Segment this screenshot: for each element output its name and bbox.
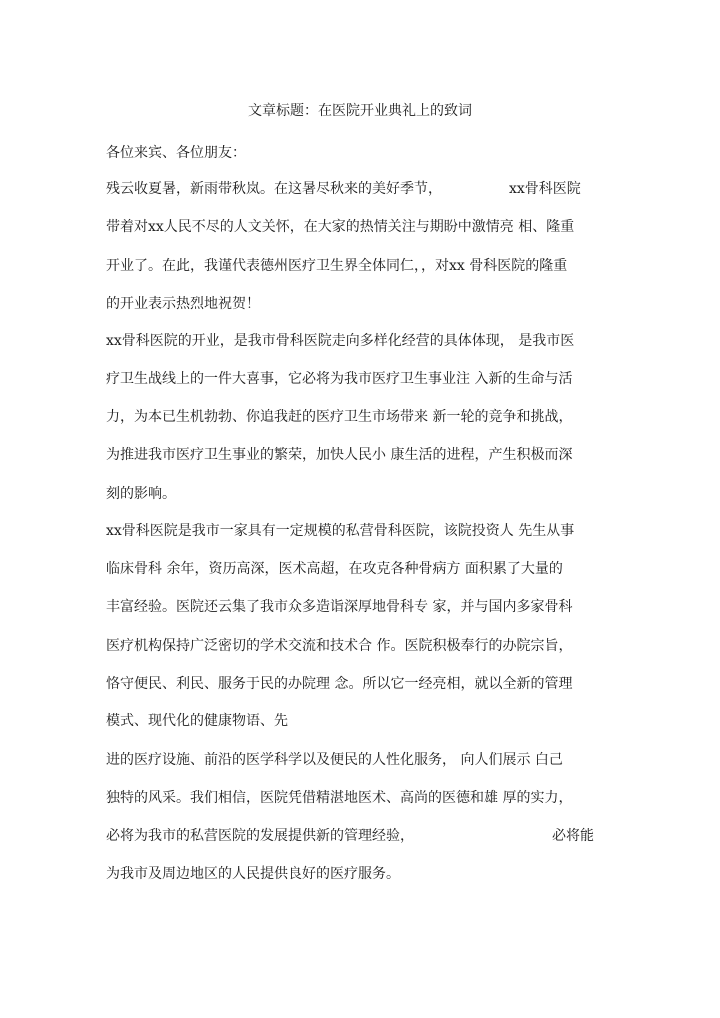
paragraph-3-line-2: 临床骨科 余年，资历高深，医术高超，在攻克各种骨病方 面积累了大量的 xyxy=(106,561,563,577)
line-text: 残云收夏暑，新雨带秋岚。在这暑尽秋来的美好季节， xyxy=(106,181,442,197)
paragraph-2-line-3: 力，为本已生机勃勃、你追我赶的医疗卫生市场带来 新一轮的竞争和挑战， xyxy=(106,409,573,425)
paragraph-4-line-2: 独特的风采。我们相信，医院凭借精湛地医术、高尚的医德和雄 厚的实力， xyxy=(106,790,573,806)
line-text: xx骨科医院 xyxy=(509,181,581,197)
paragraph-2-line-4: 为推进我市医疗卫生事业的繁荣，加快人民小 康生活的进程，产生积极而深 xyxy=(106,447,573,463)
paragraph-2-line-1: xx骨科医院的开业，是我市骨科医院走向多样化经营的具体体现， 是我市医 xyxy=(106,333,575,349)
paragraph-3-line-4: 医疗机构保持广泛密切的学术交流和技术合 作。医院积极奉行的办院宗旨， xyxy=(106,638,573,654)
paragraph-4-line-1: 进的医疗设施、前沿的医学科学以及便民的人性化服务， 向人们展示 白己 xyxy=(106,752,563,768)
paragraph-3-line-3: 丰富经验。医院还云集了我市众多造诣深厚地骨科专 家，并与国内多家骨科 xyxy=(106,599,573,615)
paragraph-4-line-4: 为我市及周边地区的人民提供良好的医疗服务。 xyxy=(106,866,400,882)
paragraph-3-line-6: 模式、现代化的健康物语、先 xyxy=(106,713,288,729)
line-text: 必将能 xyxy=(552,828,594,844)
paragraph-2-line-5: 刻的影响。 xyxy=(106,486,176,502)
paragraph-1-line-2: 带着对xx人民不尽的人文关怀，在大家的热情关注与期盼中激情亮 相、隆重 xyxy=(106,219,575,235)
document-title: 文章标题：在医院开业典礼上的致词 xyxy=(248,103,472,119)
paragraph-1-line-3: 开业了。在此，我谨代表德州医疗卫生界全体同仁，，对xx 骨科医院的隆重 xyxy=(106,258,568,274)
paragraph-1-line-1 xyxy=(106,179,626,199)
line-text: 必将为我市的私营医院的发展提供新的管理经验， xyxy=(106,828,414,844)
paragraph-3-line-1: xx骨科医院是我市一家具有一定规模的私营骨科医院，该院投资人 先生从事 xyxy=(106,523,575,539)
paragraph-2-line-2: 疗卫生战线上的一件大喜事，它必将为我市医疗卫生事业注 入新的生命与活 xyxy=(106,371,573,387)
paragraph-3-line-5: 恪守便民、利民、服务于民的办院理 念。所以它一经亮相，就以全新的管理 xyxy=(106,676,573,692)
paragraph-4-line-3 xyxy=(106,826,606,846)
salutation: 各位来宾、各位朋友： xyxy=(106,145,246,161)
paragraph-1-line-4: 的开业表示热烈地祝贺！ xyxy=(106,296,260,312)
